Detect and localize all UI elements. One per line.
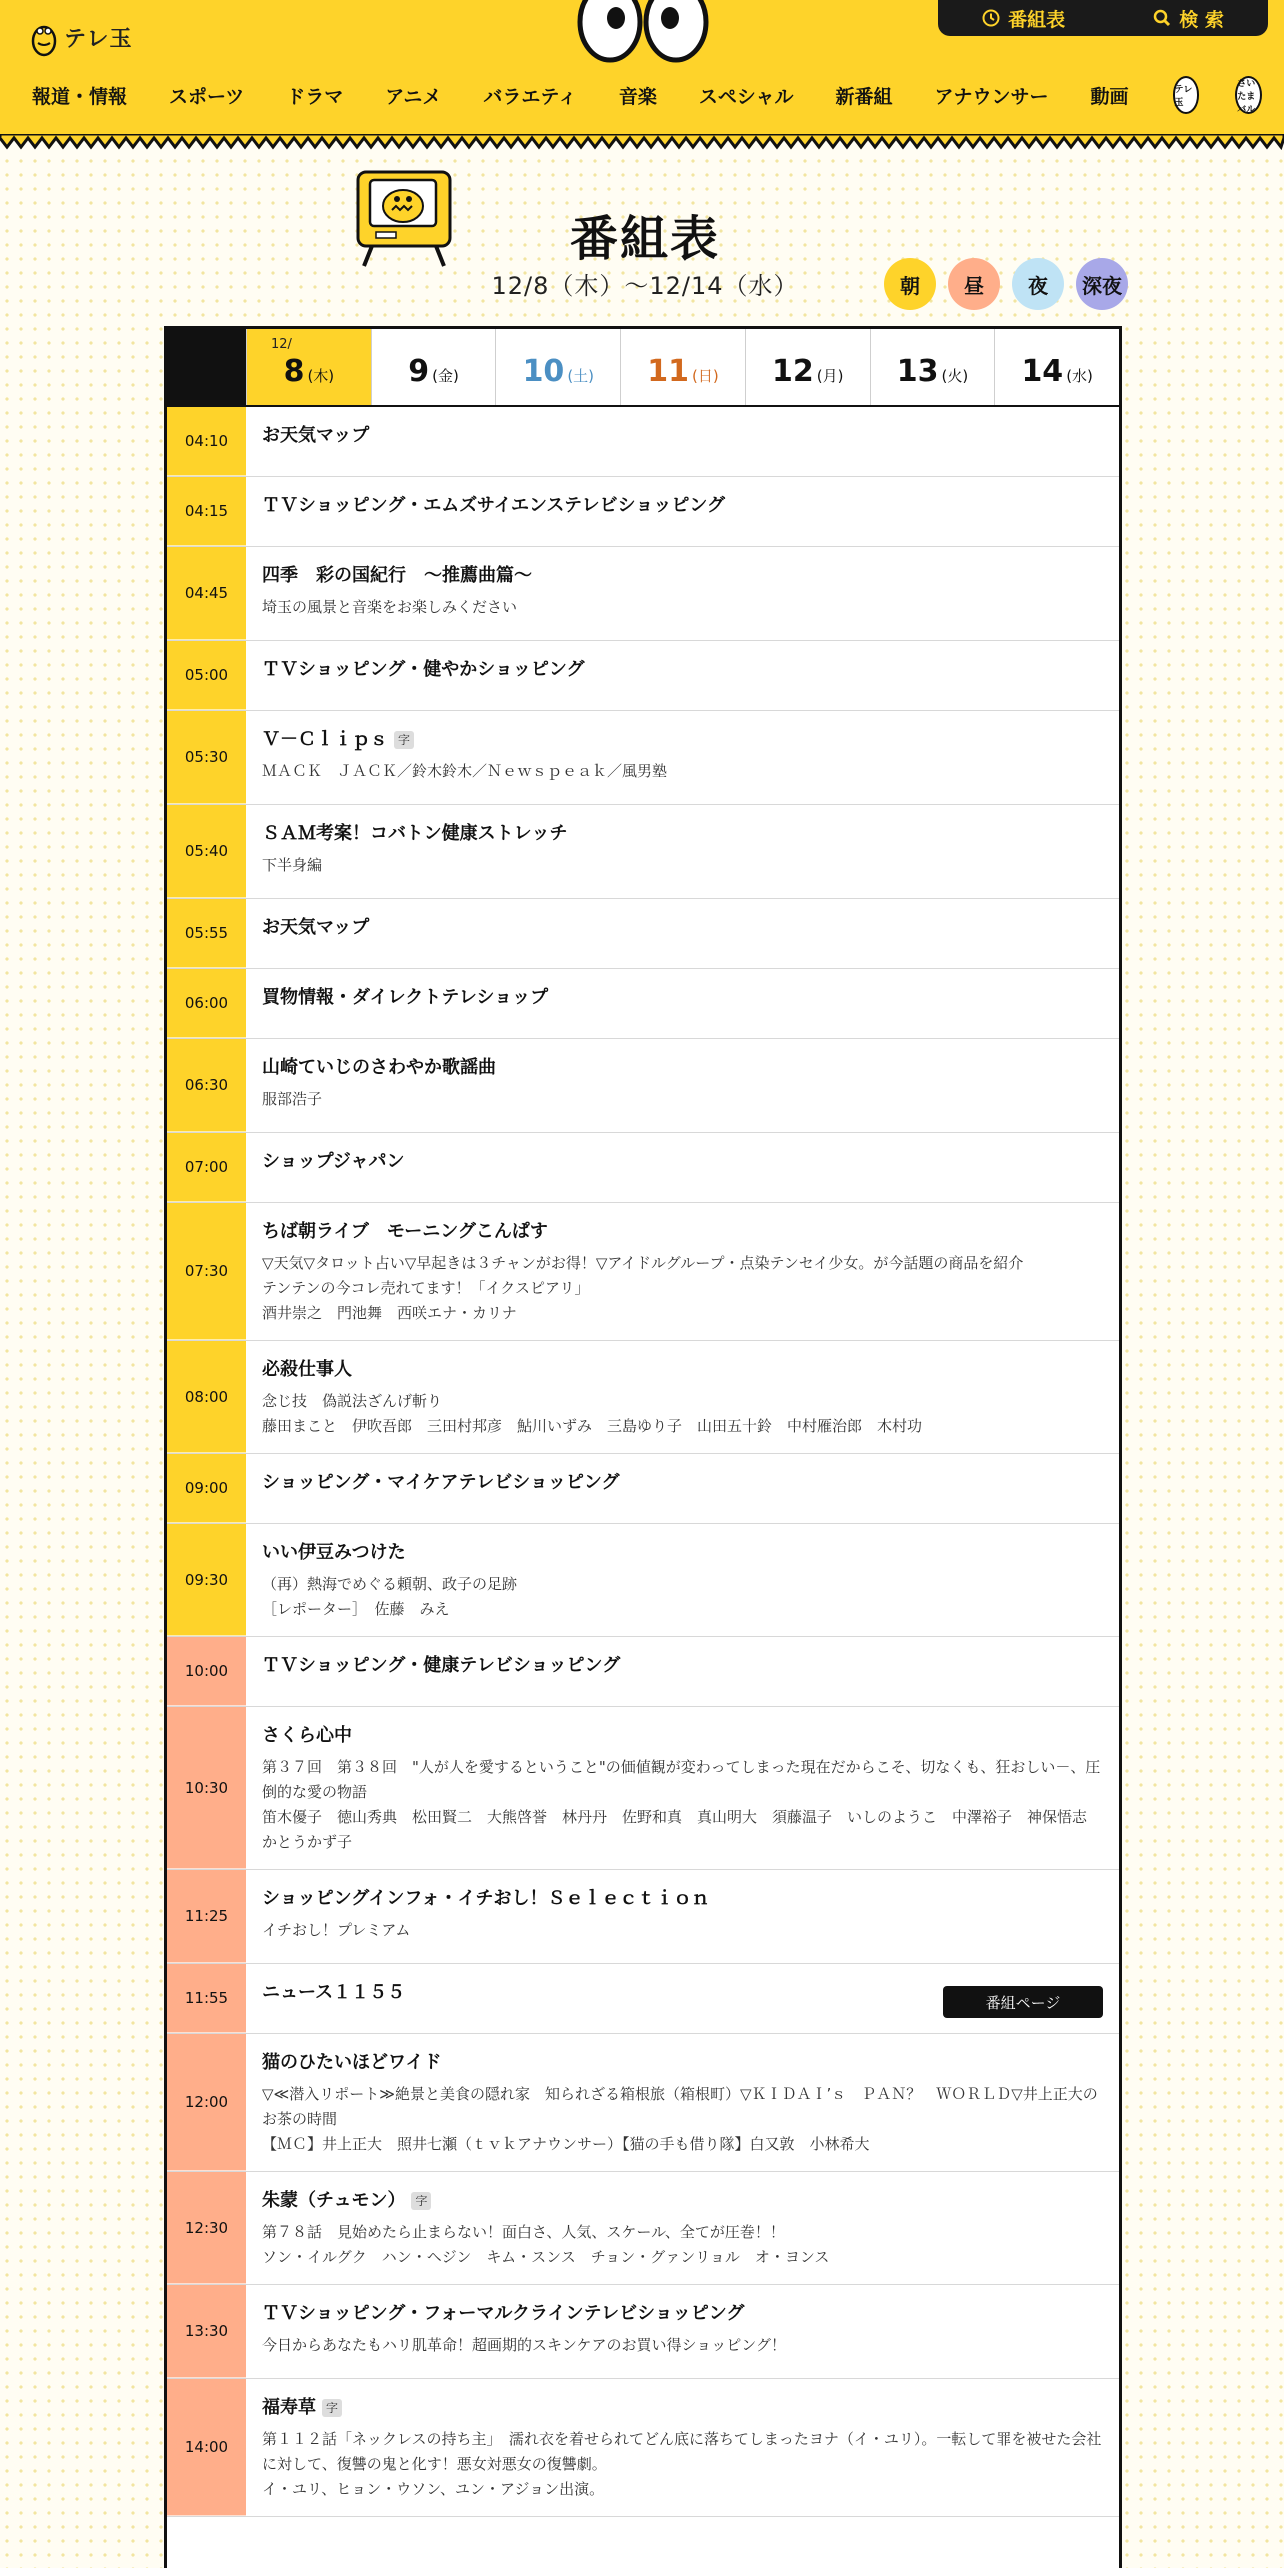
- program-time: 08:00: [167, 1341, 246, 1453]
- program-title[interactable]: 猫のひたいほどワイド: [262, 2052, 442, 2073]
- program-info: [246, 1964, 1119, 2033]
- program-info: [246, 1133, 1119, 1202]
- program-row[interactable]: [167, 1524, 1119, 1637]
- program-title-line: [262, 1470, 1103, 1496]
- program-title[interactable]: ちば朝ライブ モーニングこんぱす: [262, 1221, 548, 1242]
- program-page-button[interactable]: 番組ページ: [943, 1986, 1103, 2018]
- page-title: 番組表: [569, 211, 720, 267]
- program-title-line: [262, 2301, 1103, 2327]
- day-tab-number: 8: [283, 354, 305, 389]
- telemasu-circle-link[interactable]: テレ玉: [1173, 76, 1200, 114]
- day-tab-number: 11: [647, 354, 690, 389]
- program-time: 06:00: [167, 969, 246, 1038]
- program-info: [246, 1707, 1119, 1869]
- program-description: ＭＡＣＫ ＪＡＣＫ／鈴木鈴木／Ｎｅｗｓｐｅａｋ／風男塾: [262, 762, 668, 780]
- program-description: 第１１２話「ネックレスの持ち主」 濡れ衣を着せられてどん底に落ちてしまったヨナ（イ・ユリ）。一転して罪を被せた会社に対して、復讐の鬼と化す！悪女対悪女の復讐劇。 イ・ユリ、ヒョン・ウソン、ユン・アジョン出演。: [262, 2430, 1102, 2498]
- site-logo[interactable]: [30, 14, 133, 60]
- program-time: 12:00: [167, 2034, 246, 2171]
- schedule-link[interactable]: [982, 5, 1065, 32]
- program-time: 13:30: [167, 2285, 246, 2378]
- day-tab-weekday: (土): [567, 367, 595, 385]
- program-title-line: [262, 1653, 1103, 1679]
- program-description: 念じ技 偽説法ざんげ斬り 藤田まこと 伊吹吾郎 三田村邦彦 鮎川いずみ 三島ゆり子 山田五十鈴 中村雁治郎 木村功: [262, 1392, 923, 1435]
- day-tab-11[interactable]: [620, 329, 745, 405]
- day-tab-12[interactable]: [745, 329, 870, 405]
- day-tab-month: 12/: [271, 337, 292, 352]
- program-row[interactable]: [167, 407, 1119, 477]
- program-description: （再）熱海でめぐる頼朝、政子の足跡 ［レポーター］ 佐藤 みえ: [262, 1575, 518, 1618]
- search-link[interactable]: [1153, 5, 1224, 32]
- program-time: 05:00: [167, 641, 246, 710]
- program-row[interactable]: [167, 1964, 1119, 2034]
- main-nav: [32, 70, 1262, 120]
- program-time: 14:00: [167, 2379, 246, 2516]
- program-description: 第７８話 見始めたら止まらない！面白さ、人気、スケール、全てが圧巻！！ ソン・イルグク ハン・ヘジン キム・スンス チョン・グァンリョル オ・ヨンス: [262, 2223, 830, 2266]
- day-tab-13[interactable]: [870, 329, 995, 405]
- time-of-day-buttons: [884, 258, 1128, 310]
- program-row[interactable]: [167, 2379, 1119, 2517]
- program-row[interactable]: [167, 969, 1119, 1039]
- program-row[interactable]: [167, 2172, 1119, 2285]
- day-tabs: [167, 329, 1119, 407]
- nav-item-sports[interactable]: スポーツ: [169, 85, 245, 108]
- program-title-line: [262, 2188, 1103, 2214]
- program-description: イチおし！プレミアム: [262, 1921, 411, 1939]
- nav-item-special[interactable]: スペシャル: [698, 85, 794, 108]
- program-title-line: [262, 2050, 1103, 2076]
- day-tab-weekday: (金): [432, 367, 459, 385]
- day-tab-weekday: (水): [1066, 367, 1093, 385]
- program-row[interactable]: [167, 1341, 1119, 1454]
- program-time: 09:00: [167, 1454, 246, 1523]
- program-title[interactable]: 朱蒙（チュモン）: [262, 2190, 406, 2211]
- program-time: 11:55: [167, 1964, 246, 2033]
- search-link-label: 検 索: [1179, 8, 1224, 31]
- program-info: [246, 711, 1119, 804]
- program-info: [246, 1637, 1119, 1706]
- program-time: 10:30: [167, 1707, 246, 1869]
- day-tab-8[interactable]: [246, 329, 371, 405]
- mascot-eyes-icon: [568, 0, 718, 66]
- program-title[interactable]: Ｖ－Ｃｌｉｐｓ: [262, 729, 388, 750]
- program-row[interactable]: [167, 711, 1119, 805]
- day-tab-14[interactable]: [994, 329, 1119, 405]
- program-info: [246, 1870, 1119, 1963]
- program-title-line: [262, 727, 1103, 753]
- top-actions-bar: [938, 0, 1268, 36]
- nav-item-announcers[interactable]: アナウンサー: [934, 85, 1049, 108]
- program-description: 服部浩子: [262, 1090, 323, 1108]
- program-row[interactable]: [167, 2034, 1119, 2172]
- program-info: [246, 2034, 1119, 2171]
- day-tab-number: 13: [896, 354, 939, 389]
- program-title-line: [262, 493, 1103, 519]
- program-info: [246, 2172, 1119, 2284]
- program-row[interactable]: [167, 1870, 1119, 1964]
- tv-mascot-icon: [352, 166, 462, 270]
- program-row[interactable]: [167, 1039, 1119, 1133]
- nav-item-drama[interactable]: ドラマ: [286, 85, 344, 108]
- tod-afternoon-button[interactable]: 昼: [948, 258, 1000, 310]
- program-title-line: [262, 1219, 1103, 1245]
- program-title-line: [262, 1149, 1103, 1175]
- program-description: 下半身編: [262, 856, 323, 874]
- program-time: 07:00: [167, 1133, 246, 1202]
- day-tabs-corner: [167, 329, 246, 405]
- day-tab-number: 14: [1021, 354, 1064, 389]
- program-time: 09:30: [167, 1524, 246, 1636]
- program-row[interactable]: [167, 805, 1119, 899]
- program-title[interactable]: ショップジャパン: [262, 1151, 405, 1172]
- saitama-bar-circle-link[interactable]: さいたまバル: [1235, 76, 1262, 114]
- program-title[interactable]: ＳＡＭ考案！コバトン健康ストレッチ: [262, 823, 568, 844]
- program-info: [246, 1039, 1119, 1132]
- program-title[interactable]: 山崎ていじのさわやか歌謡曲: [262, 1057, 496, 1078]
- program-time: 05:40: [167, 805, 246, 898]
- program-time: 10:00: [167, 1637, 246, 1706]
- program-info: [246, 2379, 1119, 2516]
- program-title[interactable]: ニュース１１５５: [262, 1982, 406, 2003]
- subtitle-badge: 字: [411, 2192, 431, 2210]
- tod-morning-button[interactable]: 朝: [884, 258, 936, 310]
- program-info: [246, 969, 1119, 1038]
- program-title-line: [262, 563, 1103, 589]
- program-info: [246, 805, 1119, 898]
- program-row[interactable]: [167, 641, 1119, 711]
- program-title[interactable]: 四季 彩の国紀行 ～推薦曲篇～: [262, 565, 532, 586]
- schedule-table: [164, 326, 1122, 2568]
- program-info: [246, 2285, 1119, 2378]
- day-tab-weekday: (火): [941, 367, 969, 385]
- program-time: 04:10: [167, 407, 246, 476]
- day-tab-number: 10: [522, 354, 565, 389]
- program-time: 07:30: [167, 1203, 246, 1340]
- site-header: [0, 0, 1284, 140]
- day-tab-weekday: (日): [692, 367, 719, 385]
- program-info: [246, 1203, 1119, 1340]
- program-info: [246, 899, 1119, 968]
- program-title[interactable]: 福寿草: [262, 2397, 316, 2418]
- program-title-line: [262, 423, 1103, 449]
- tod-late-night-button[interactable]: 深夜: [1076, 258, 1128, 310]
- program-row[interactable]: [167, 2285, 1119, 2379]
- program-time: 11:25: [167, 1870, 246, 1963]
- day-tab-weekday: (木): [307, 367, 335, 385]
- program-description: ▽≪潜入リポート≫絶景と美食の隠れ家 知られざる箱根旅（箱根町）▽ＫＩＤＡＩ’ｓ ＰＡＮ？ ＷＯＲＬＤ▽井上正大のお茶の時間 【ＭＣ】井上正大 照井七瀬（ｔｖｋアナウンサー）【猫の手も借り隊】白又敦 小林希大: [262, 2085, 1098, 2153]
- program-description: ▽天気▽タロット占い▽早起きは３チャンがお得！▽アイドルグループ・点染テンセイ少女。が今話題の商品を紹介 テンテンの今コレ売れてます！「イクスピアリ」 酒井崇之 門池舞 西咲エナ・カリナ: [262, 1254, 1024, 1322]
- subtitle-badge: 字: [394, 731, 414, 749]
- program-title[interactable]: ＴＶショッピング・フォーマルクラインテレビショッピング: [262, 2303, 745, 2324]
- logo-text: テレ玉: [64, 26, 133, 52]
- header-zigzag-border: [0, 134, 1284, 150]
- day-tab-weekday: (月): [816, 367, 844, 385]
- nav-item-news[interactable]: 報道・情報: [32, 85, 128, 108]
- day-tab-10[interactable]: [495, 329, 620, 405]
- program-list: [167, 407, 1119, 2517]
- program-title[interactable]: お天気マップ: [262, 917, 370, 938]
- day-tab-number: 9: [408, 354, 430, 389]
- program-row[interactable]: [167, 477, 1119, 547]
- program-description: 第３７回 第３８回 "人が人を愛するということ"の価値観が変わってしまった現在だからこそ、切なくも、狂おしい－、圧倒的な愛の物語 笛木優子 徳山秀典 松田賢二 大熊啓誉 林丹丹 佐野和真 真山明大 須藤温子 いしのようこ 中澤裕子 神保悟志 かとうかず子: [262, 1758, 1101, 1851]
- date-range: 12/8（木）〜12/14（水）: [491, 272, 799, 300]
- program-time: 04:15: [167, 477, 246, 546]
- day-tab-number: 12: [772, 354, 814, 389]
- program-title-line: [262, 915, 1103, 941]
- nav-item-music[interactable]: 音楽: [618, 85, 657, 108]
- program-title-line: [262, 1055, 1103, 1081]
- program-info: [246, 1454, 1119, 1523]
- program-info: [246, 1524, 1119, 1636]
- program-row[interactable]: [167, 1707, 1119, 1870]
- program-title-line: [262, 1886, 1103, 1912]
- program-title-line: [262, 2395, 1103, 2421]
- program-title-line: [262, 985, 1103, 1011]
- program-title[interactable]: お天気マップ: [262, 425, 370, 446]
- program-title-line: [262, 1540, 1103, 1566]
- nav-item-variety[interactable]: バラエティ: [483, 85, 577, 108]
- program-row[interactable]: [167, 547, 1119, 641]
- program-title[interactable]: ショッピング・マイケアテレビショッピング: [262, 1472, 620, 1493]
- program-description: 埼玉の風景と音楽をお楽しみください: [262, 598, 518, 616]
- program-info: [246, 641, 1119, 710]
- program-title[interactable]: さくら心中: [262, 1725, 352, 1746]
- program-time: 12:30: [167, 2172, 246, 2284]
- clock-icon: [982, 9, 1000, 27]
- nav-item-new-programs[interactable]: 新番組: [835, 85, 893, 108]
- mascot-logo-icon: [30, 17, 58, 57]
- program-title[interactable]: ＴＶショッピング・健やかショッピング: [262, 659, 585, 680]
- program-title[interactable]: いい伊豆みつけた: [262, 1542, 406, 1563]
- program-title-line: [262, 657, 1103, 683]
- nav-item-anime[interactable]: アニメ: [385, 85, 442, 108]
- program-title[interactable]: 必殺仕事人: [262, 1359, 352, 1380]
- day-tab-9[interactable]: [371, 329, 496, 405]
- program-info: [246, 1341, 1119, 1453]
- program-time: 06:30: [167, 1039, 246, 1132]
- program-info: [246, 407, 1119, 476]
- schedule-link-label: 番組表: [1008, 8, 1066, 31]
- program-title-line: [262, 821, 1103, 847]
- program-title[interactable]: ＴＶショッピング・エムズサイエンステレビショッピング: [262, 495, 725, 516]
- program-info: [246, 547, 1119, 640]
- subtitle-badge: 字: [322, 2399, 342, 2417]
- program-title-line: [262, 1723, 1103, 1749]
- tod-evening-button[interactable]: 夜: [1012, 258, 1064, 310]
- program-title[interactable]: ＴＶショッピング・健康テレビショッピング: [262, 1655, 621, 1676]
- program-time: 04:45: [167, 547, 246, 640]
- nav-item-videos[interactable]: 動画: [1090, 85, 1129, 108]
- program-time: 05:55: [167, 899, 246, 968]
- program-title-line: [262, 1357, 1103, 1383]
- program-info: [246, 477, 1119, 546]
- program-title[interactable]: 買物情報・ダイレクトテレショップ: [262, 987, 549, 1008]
- program-row[interactable]: [167, 1203, 1119, 1341]
- program-time: 05:30: [167, 711, 246, 804]
- search-icon: [1153, 9, 1171, 27]
- program-title[interactable]: ショッピングインフォ・イチおし！Ｓｅｌｅｃｔｉｏｎ: [262, 1888, 710, 1909]
- program-row[interactable]: [167, 1637, 1119, 1707]
- program-row[interactable]: [167, 1133, 1119, 1203]
- program-description: 今日からあなたもハリ肌革命！超画期的スキンケアのお買い得ショッピング！: [262, 2336, 786, 2354]
- program-row[interactable]: [167, 1454, 1119, 1524]
- program-row[interactable]: [167, 899, 1119, 969]
